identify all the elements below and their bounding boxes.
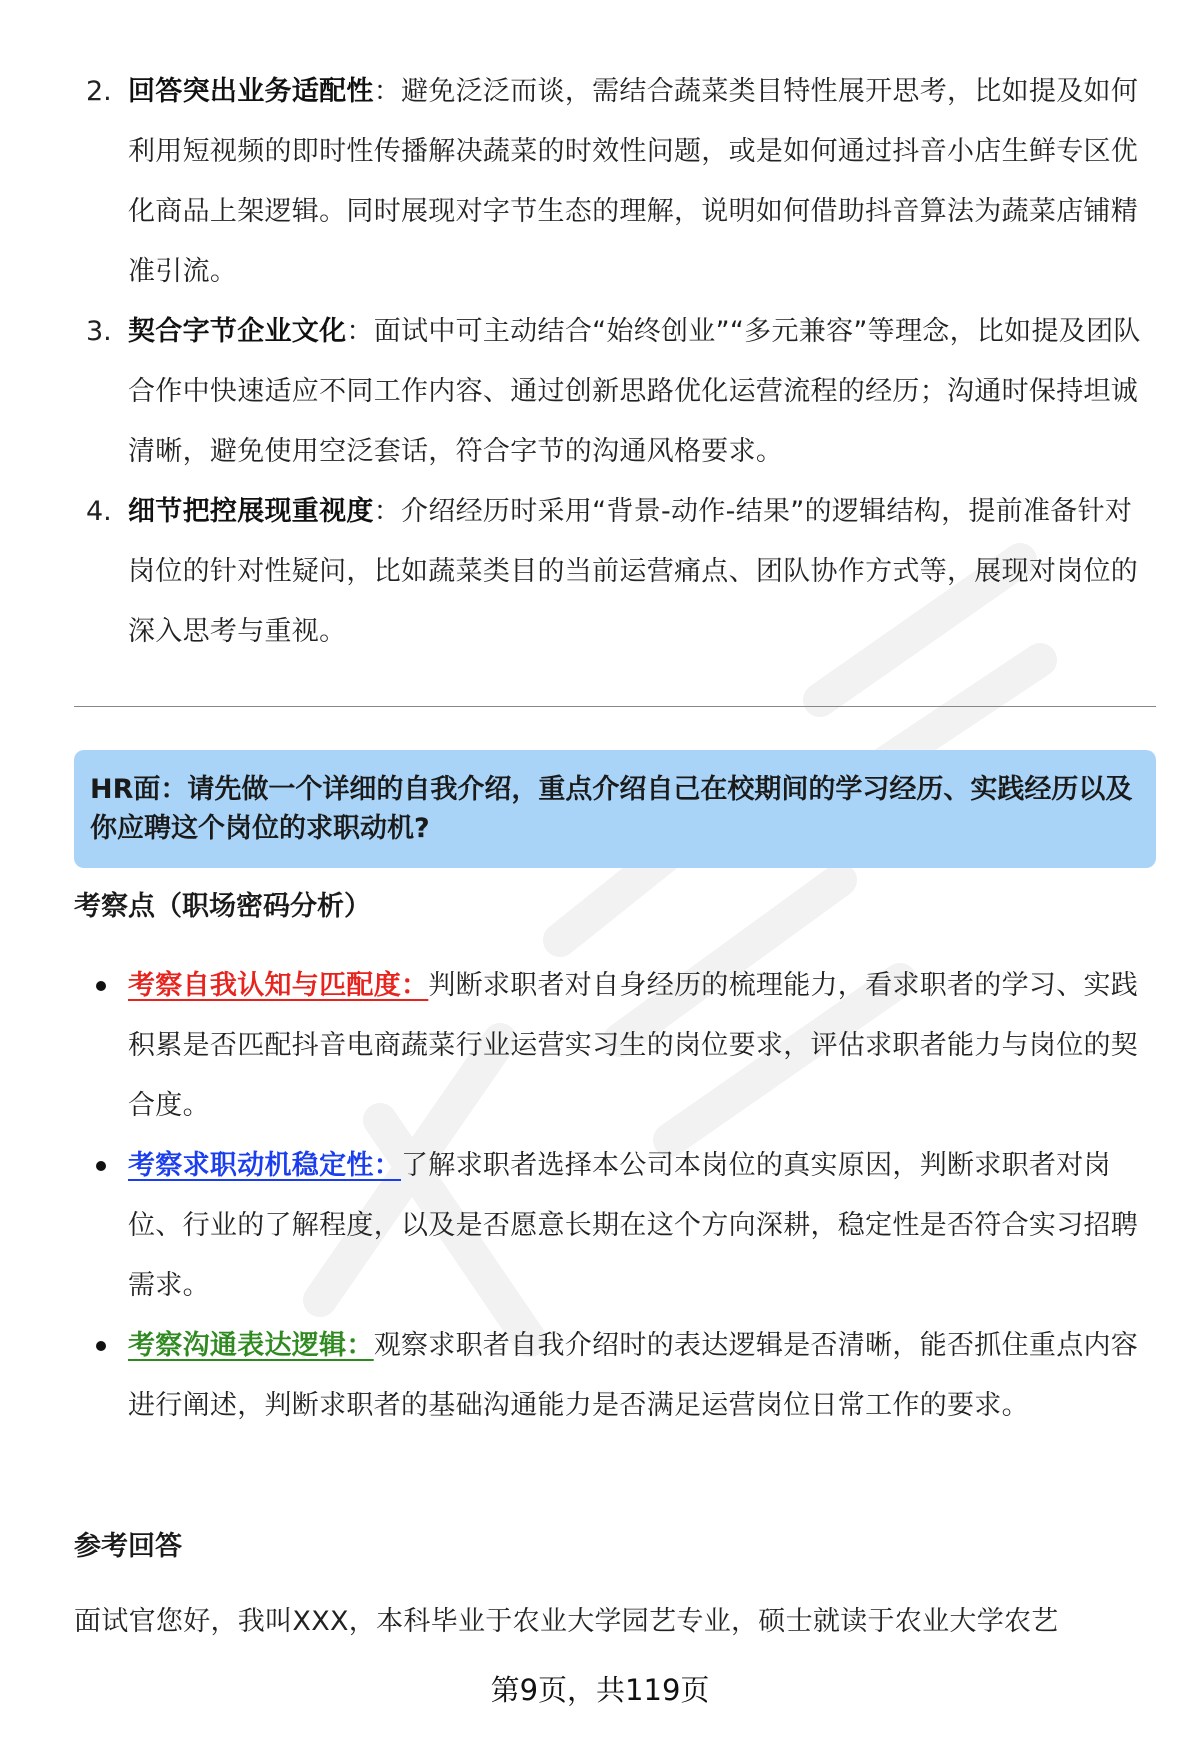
bullet-label: 考察自我认知与匹配度： <box>128 970 429 1001</box>
list-item-title: 细节把控展现重视度 <box>128 496 374 527</box>
bullet-item <box>96 956 1156 1136</box>
bullet-body: 观察求职者自我介绍时的表达逻辑是否清晰，能否抓住重点内容进行阐述，判断求职者的基础沟通能力是否满足运营岗位日常工作的要求。 <box>128 1330 1139 1421</box>
list-item-body: 介绍经历时采用“背景-动作-结果”的逻辑结构，提前准备针对岗位的针对性疑问，比如蔬菜类目的当前运营痛点、团队协作方式等，展现对岗位的深入思考与重视。 <box>128 496 1139 647</box>
list-item-body: 面试中可主动结合“始终创业”“多元兼容”等理念，比如提及团队合作中快速适应不同工作内容、通过创新思路优化运营流程的经历；沟通时保持坦诚清晰，避免使用空泛套话，符合字节的沟通风格要求。 <box>128 316 1141 467</box>
bullet-label: 考察沟通表达逻辑： <box>128 1330 374 1361</box>
list-item-title: 契合字节企业文化 <box>128 316 347 347</box>
list-item-separator: ： <box>373 76 402 107</box>
section-divider <box>74 706 1156 707</box>
numbered-list <box>74 62 1154 662</box>
bullet-item <box>96 1316 1156 1436</box>
bullet-label: 考察求职动机稳定性： <box>128 1150 401 1181</box>
question-callout <box>74 750 1156 868</box>
bullet-body: 了解求职者选择本公司本岗位的真实原因，判断求职者对岗位、行业的了解程度，以及是否愿意长期在这个方向深耕，稳定性是否符合实习招聘需求。 <box>128 1150 1139 1301</box>
section-title-analysis: 考察点（职场密码分析） <box>74 891 371 922</box>
page-number: 第9页，共119页 <box>490 1673 710 1707</box>
list-item <box>74 62 1154 302</box>
list-item <box>74 482 1154 662</box>
bullet-list <box>96 956 1156 1436</box>
list-item-body: 避免泛泛而谈，需结合蔬菜类目特性展开思考，比如提及如何利用短视频的即时性传播解决蔬菜的时效性问题，或是如何通过抖音小店生鲜专区优化商品上架逻辑。同时展现对字节生态的理解，说明如何借助抖音算法为蔬菜店铺精准引流。 <box>128 76 1139 287</box>
bullet-item <box>96 1136 1156 1316</box>
bullet-body: 判断求职者对自身经历的梳理能力，看求职者的学习、实践积累是否匹配抖音电商蔬菜行业运营实习生的岗位要求，评估求职者能力与岗位的契合度。 <box>128 970 1139 1121</box>
question-text: HR面：请先做一个详细的自我介绍，重点介绍自己在校期间的学习经历、实践经历以及你应聘这个岗位的求职动机? <box>90 774 1133 844</box>
section-title-answer: 参考回答 <box>74 1531 182 1562</box>
list-number: 3. <box>86 316 112 347</box>
bullet-dot-icon <box>96 981 106 991</box>
list-item-title: 回答突出业务适配性 <box>128 76 374 107</box>
list-item-separator: ： <box>346 316 374 347</box>
list-number: 4. <box>86 496 112 527</box>
list-item <box>74 302 1154 482</box>
list-item-separator: ： <box>373 496 402 527</box>
bullet-dot-icon <box>96 1341 106 1351</box>
answer-paragraph: 面试官您好，我叫XXX，本科毕业于农业大学园艺专业，硕士就读于农业大学农艺 <box>74 1606 1059 1637</box>
bullet-dot-icon <box>96 1161 106 1171</box>
list-number: 2. <box>86 76 112 107</box>
